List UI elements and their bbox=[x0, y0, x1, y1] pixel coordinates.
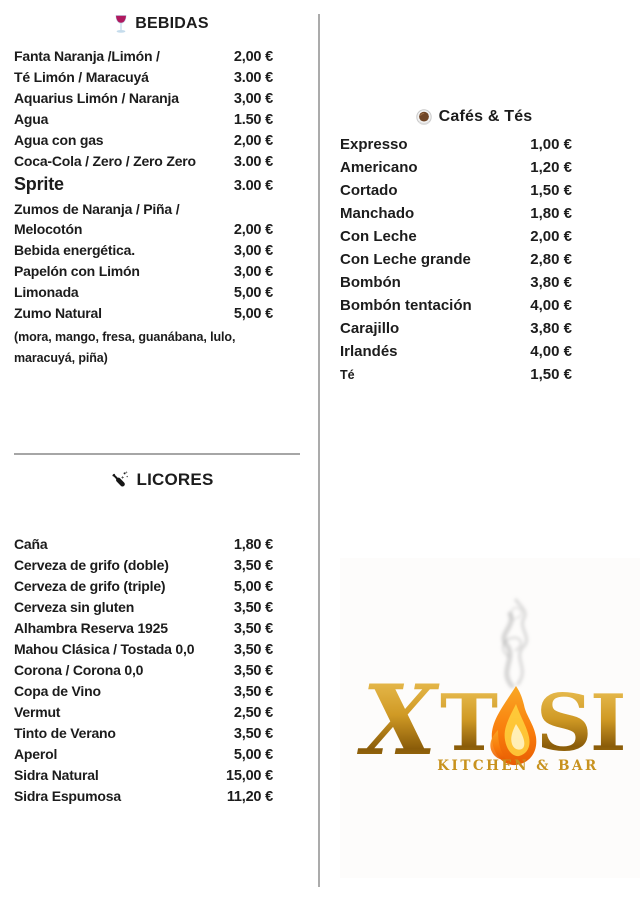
menu-item-row bbox=[14, 199, 273, 219]
item-price: 1,80 € bbox=[530, 205, 572, 222]
menu-item-row bbox=[340, 248, 572, 271]
item-name: Cortado bbox=[340, 182, 398, 199]
item-price: 1,00 € bbox=[530, 136, 572, 153]
item-name: Sidra Espumosa bbox=[14, 788, 121, 804]
item-price: 5,00 € bbox=[233, 579, 273, 595]
item-price: 2,00 € bbox=[233, 133, 273, 149]
menu-item-row bbox=[14, 151, 273, 172]
menu-item-row bbox=[14, 109, 273, 130]
item-price: 2,50 € bbox=[233, 705, 273, 721]
item-name: Alhambra Reserva 1925 bbox=[14, 620, 168, 636]
menu-item-row bbox=[14, 744, 273, 765]
item-price: 4,00 € bbox=[530, 343, 572, 360]
menu-item-row bbox=[14, 702, 273, 723]
item-name: Bombón bbox=[340, 274, 401, 291]
menu-item-row bbox=[340, 225, 572, 248]
item-price: 3,50 € bbox=[233, 726, 273, 742]
wine-glass-icon bbox=[114, 14, 128, 34]
item-name: Vermut bbox=[14, 704, 61, 720]
item-price: 3,50 € bbox=[233, 642, 273, 658]
menu-item-row bbox=[340, 202, 572, 225]
popping-bottle-icon bbox=[110, 470, 130, 490]
menu-item-row bbox=[14, 597, 273, 618]
item-name: Té bbox=[340, 368, 355, 382]
menu-item-row bbox=[14, 67, 273, 88]
menu-item-row bbox=[14, 576, 273, 597]
menu-item-row bbox=[14, 88, 273, 109]
logo-letter-x: X bbox=[362, 664, 437, 777]
menu-item-row bbox=[14, 681, 273, 702]
licores-title: LICORES bbox=[136, 470, 214, 489]
menu-item-row bbox=[340, 294, 572, 317]
menu-item-row bbox=[14, 765, 273, 786]
section-cafes bbox=[340, 108, 572, 387]
item-price: 3,50 € bbox=[233, 600, 273, 616]
logo-letter-s: S bbox=[536, 678, 593, 769]
item-name: Cerveza sin gluten bbox=[14, 599, 135, 615]
item-price: 3,00 € bbox=[233, 264, 273, 280]
menu-item-row bbox=[14, 303, 273, 324]
menu-item-row bbox=[340, 363, 572, 387]
item-name: Carajillo bbox=[340, 320, 400, 337]
menu-item-row bbox=[14, 786, 273, 807]
item-price: 3,50 € bbox=[233, 663, 273, 679]
item-name: Irlandés bbox=[340, 343, 398, 360]
coffee-cup-icon bbox=[416, 109, 432, 125]
item-name: Cerveza de grifo (doble) bbox=[14, 557, 169, 573]
menu-item-row bbox=[14, 240, 273, 261]
menu-item-row bbox=[340, 317, 572, 340]
item-name: Copa de Vino bbox=[14, 683, 101, 699]
item-name: Melocotón bbox=[14, 221, 83, 237]
bebidas-header bbox=[32, 14, 291, 34]
item-name: Mahou Clásica / Tostada 0,0 bbox=[14, 641, 195, 657]
item-name: Corona / Corona 0,0 bbox=[14, 662, 144, 678]
item-price: 3,50 € bbox=[233, 621, 273, 637]
item-price: 2,80 € bbox=[530, 251, 572, 268]
menu-item-row bbox=[340, 133, 572, 156]
item-name: Manchado bbox=[340, 205, 415, 222]
cafes-header bbox=[358, 108, 590, 126]
menu-item-row bbox=[14, 219, 273, 240]
menu-item-row bbox=[14, 282, 273, 303]
item-price: 3,50 € bbox=[233, 684, 273, 700]
item-price: 11,20 € bbox=[226, 789, 273, 805]
item-price: 3.00 € bbox=[233, 70, 273, 86]
brand-logo bbox=[340, 558, 640, 878]
menu-item-row bbox=[14, 534, 273, 555]
menu-item-row bbox=[340, 340, 572, 363]
item-name: Bebida energética. bbox=[14, 242, 135, 258]
menu-item-row bbox=[14, 261, 273, 282]
bebidas-title: BEBIDAS bbox=[135, 15, 209, 32]
item-price: 3,00 € bbox=[233, 91, 273, 107]
menu-item-row bbox=[14, 130, 273, 151]
cafes-list bbox=[340, 133, 572, 387]
item-price: 2,00 € bbox=[233, 49, 273, 65]
item-price: 1,50 € bbox=[530, 366, 572, 383]
menu-item-row bbox=[14, 639, 273, 660]
bebidas-list bbox=[14, 46, 273, 324]
logo-tagline: KITCHEN & BAR bbox=[437, 758, 599, 774]
item-price: 1,20 € bbox=[530, 159, 572, 176]
section-divider-line bbox=[14, 453, 300, 455]
item-name: Americano bbox=[340, 159, 418, 176]
item-price: 4,00 € bbox=[530, 297, 572, 314]
item-name: Zumo Natural bbox=[14, 305, 102, 321]
item-name: Fanta Naranja /Limón / bbox=[14, 48, 160, 64]
item-price: 2,00 € bbox=[530, 228, 572, 245]
item-name: Zumos de Naranja / Piña / bbox=[14, 201, 180, 217]
licores-header bbox=[32, 470, 291, 490]
item-name: Cerveza de grifo (triple) bbox=[14, 578, 166, 594]
item-price: 1,50 € bbox=[530, 182, 572, 199]
bebidas-note: (mora, mango, fresa, guanábana, lulo, maracuyá, piña) bbox=[14, 330, 236, 365]
item-price: 3.00 € bbox=[233, 154, 273, 170]
item-name: Aquarius Limón / Naranja bbox=[14, 90, 179, 106]
item-price: 3.00 € bbox=[233, 178, 273, 194]
item-price: 5,00 € bbox=[233, 306, 273, 322]
item-price: 1,80 € bbox=[233, 537, 273, 553]
item-name: Papelón con Limón bbox=[14, 263, 140, 279]
item-name: Limonada bbox=[14, 284, 79, 300]
menu-item-row bbox=[14, 660, 273, 681]
cafes-title: Cafés & Tés bbox=[438, 108, 533, 125]
item-price: 3,00 € bbox=[233, 243, 273, 259]
item-name: Sidra Natural bbox=[14, 767, 99, 783]
menu-item-row bbox=[340, 179, 572, 202]
smoke-graphic bbox=[503, 600, 526, 686]
logo-letter-t: T bbox=[440, 678, 499, 769]
item-price: 3,80 € bbox=[530, 320, 572, 337]
menu-item-row bbox=[14, 555, 273, 576]
item-name: Sprite bbox=[14, 174, 64, 194]
item-name: Caña bbox=[14, 536, 48, 552]
item-price: 2,00 € bbox=[233, 222, 273, 238]
menu-item-row bbox=[14, 618, 273, 639]
item-price: 15,00 € bbox=[226, 768, 273, 784]
menu-item-row bbox=[340, 271, 572, 294]
item-price: 1.50 € bbox=[233, 112, 273, 128]
item-price: 3,50 € bbox=[233, 558, 273, 574]
menu-item-row bbox=[14, 172, 273, 199]
item-price: 5,00 € bbox=[233, 285, 273, 301]
menu-item-row bbox=[14, 723, 273, 744]
item-price: 5,00 € bbox=[233, 747, 273, 763]
item-name: Coca-Cola / Zero / Zero Zero bbox=[14, 153, 196, 169]
item-name: Tinto de Verano bbox=[14, 725, 116, 741]
column-divider-line bbox=[318, 14, 320, 887]
item-name: Agua con gas bbox=[14, 132, 104, 148]
item-name: Té Limón / Maracuyá bbox=[14, 69, 149, 85]
item-name: Aperol bbox=[14, 746, 58, 762]
item-name: Agua bbox=[14, 111, 49, 127]
logo-letter-i: I bbox=[590, 678, 627, 769]
item-price: 3,80 € bbox=[530, 274, 572, 291]
licores-list bbox=[14, 534, 273, 807]
section-licores bbox=[14, 470, 273, 807]
item-name: Con Leche grande bbox=[340, 251, 471, 268]
item-name: Bombón tentación bbox=[340, 297, 472, 314]
xtasi-logo-graphic bbox=[340, 558, 640, 878]
menu-item-row bbox=[340, 156, 572, 179]
menu-item-row bbox=[14, 46, 273, 67]
section-bebidas bbox=[14, 14, 273, 369]
item-name: Con Leche bbox=[340, 228, 417, 245]
item-name: Expresso bbox=[340, 136, 408, 153]
